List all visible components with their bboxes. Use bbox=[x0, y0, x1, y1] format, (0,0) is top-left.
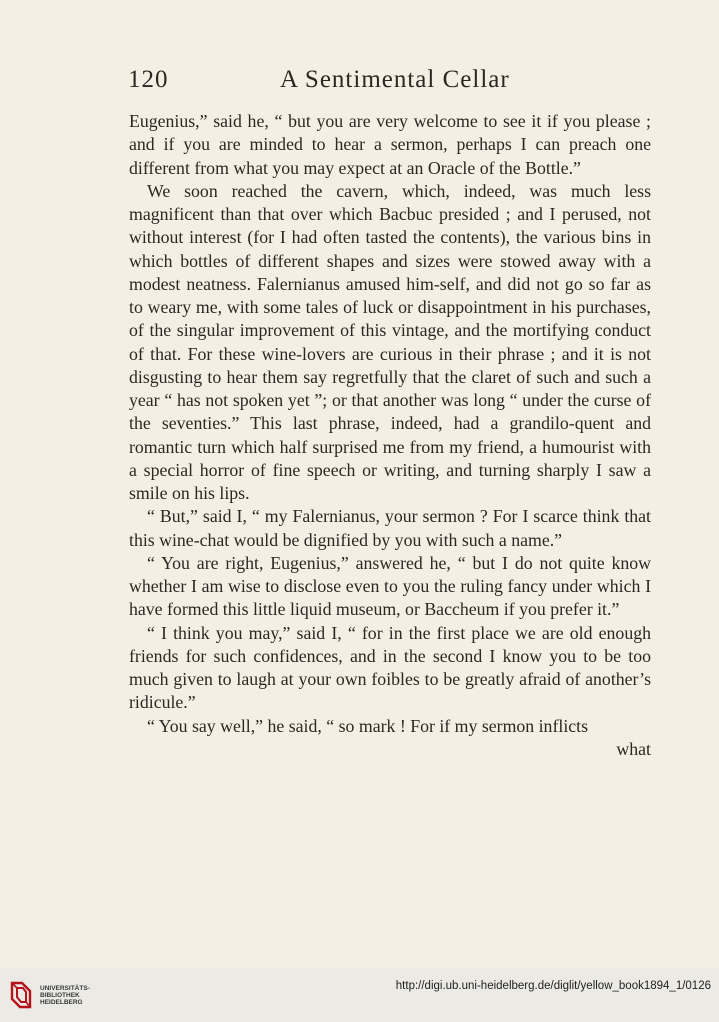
page-title: A Sentimental Cellar bbox=[280, 66, 510, 93]
library-logo[interactable] bbox=[8, 976, 100, 1014]
running-head bbox=[128, 66, 651, 100]
university-seal-icon bbox=[8, 979, 34, 1011]
paragraph: “ You say well,” he said, “ so mark ! For if my sermon inflicts bbox=[147, 715, 589, 736]
library-name-line: UNIVERSITÄTS- bbox=[40, 985, 90, 992]
library-name-line: BIBLIOTHEK bbox=[40, 992, 80, 1000]
viewer-footer bbox=[0, 968, 719, 1022]
paragraph: We soon reached the cavern, which, indeed, was much less magnificent than that over which Bacbuc presided ; and I perused, not without interest (for I had often tasted the contents), the various bins in which bottles of different shapes and sizes were stowed away with a modest neatness. Falernianus amused him-self, and did not go so far as to weary me, with some tales of luck or disappointment in his purchases, of the singular improvement of this vintage, and the mortifying conduct of that. For these wine-lovers are curious in their phrase ; and it is not disgusting to hear them say regretfully that the claret of such and such a year “ has not spoken yet ”; or that another was long “ under the curse of the seventies.” This last phrase, indeed, had a grandilo-quent and romantic turn which half surprised me from my friend, a humourist with a special horror of fine speech or writing, and turning sharply I saw a smile on his lips. bbox=[129, 180, 651, 503]
catchword: what bbox=[616, 738, 651, 759]
source-url[interactable]: http://digi.ub.uni-heidelberg.de/diglit/yellow_book1894_1/0126 bbox=[395, 980, 711, 992]
paragraph: “ I think you may,” said I, “ for in the first place we are old enough friends for such confidences, and in the second I know you to be too much given to laugh at your own foibles to be greatly afraid of another’s ridicule.” bbox=[129, 622, 651, 713]
library-name bbox=[40, 985, 104, 1007]
paragraph: Eugenius,” said he, “ but you are very welcome to see it if you please ; and if you are minded to hear a sermon, perhaps I can preach one different from what you may expect at an Oracle of the Bottle.” bbox=[129, 111, 651, 178]
body-text bbox=[129, 110, 651, 761]
paragraph: “ You are right, Eugenius,” answered he, “ but I do not quite know whether I am wise to disclose even to you the ruling fancy under which I have formed this little liquid museum, or Baccheum if you prefer it.” bbox=[129, 552, 651, 620]
library-name-line: HEIDELBERG bbox=[40, 999, 83, 1007]
page-number: 120 bbox=[128, 66, 169, 93]
paragraph: “ But,” said I, “ my Falernianus, your sermon ? For I scarce think that this wine-chat would be dignified by you with such a name.” bbox=[129, 506, 651, 550]
